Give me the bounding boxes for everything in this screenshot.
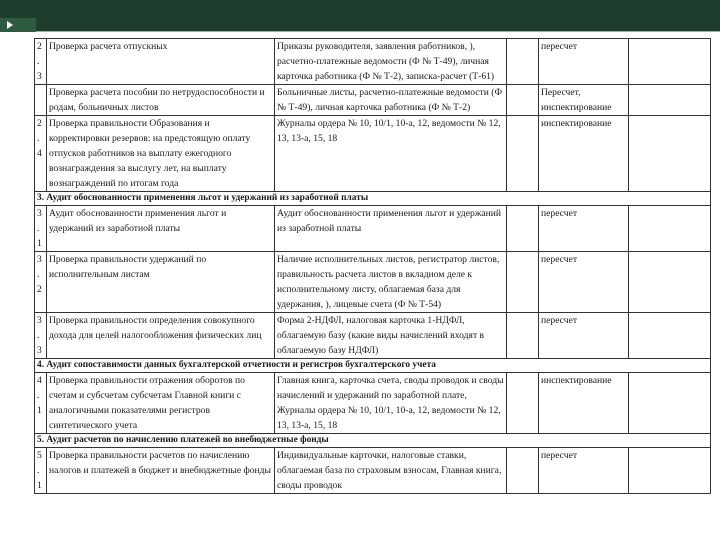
table-row (35, 252, 711, 313)
triangle-marker-icon (7, 21, 13, 29)
row-number: 2. 3 (35, 39, 47, 85)
procedure-cell: Проверка расчета пособии по нетрудоспособности и родам, больничных листов (47, 85, 275, 116)
section-header-row (35, 434, 711, 448)
source-documents-cell: Журналы ордера № 10, 10/1, 10-а, 12, ведомости № 12, 13, 13-а, 15, 18 (275, 116, 507, 192)
audit-program-table (34, 38, 711, 494)
row-number: 3. 3 (35, 313, 47, 359)
procedure-cell: Аудит обоснованности применения льгот и удержаний из заработной платы (47, 206, 275, 252)
slide-header-bar (0, 0, 720, 32)
result-cell (629, 85, 711, 116)
source-documents-cell: Индивидуальные карточки, налоговые ставки, облагаемая база по страховым взносам, Главная книга, своды проводок (275, 448, 507, 494)
spacer-cell (507, 39, 539, 85)
audit-method-cell: Пересчет, инспектирование (539, 85, 629, 116)
audit-method-cell: пересчет (539, 448, 629, 494)
audit-method-cell: пересчет (539, 252, 629, 313)
audit-method-cell: инспектирование (539, 373, 629, 434)
result-cell (629, 373, 711, 434)
header-divider (36, 31, 720, 32)
result-cell (629, 39, 711, 85)
row-number (35, 85, 47, 116)
procedure-cell: Проверка правильности расчетов по начислению налогов и платежей в бюджет и внебюджетные фонды (47, 448, 275, 494)
table-row (35, 313, 711, 359)
audit-method-cell: пересчет (539, 39, 629, 85)
result-cell (629, 116, 711, 192)
audit-table-body (35, 39, 711, 494)
spacer-cell (507, 116, 539, 192)
spacer-cell (507, 206, 539, 252)
result-cell (629, 252, 711, 313)
row-number: 2. 4 (35, 116, 47, 192)
procedure-cell: Проверка расчета отпускных (47, 39, 275, 85)
source-documents-cell: Приказы руководителя, заявления работников, ), расчетно-платежные ведомости (Ф № Т-49), личная карточка работника (Ф № Т-2), записка-расчет (Т-61) (275, 39, 507, 85)
spacer-cell (507, 313, 539, 359)
row-number: 4. 1 (35, 373, 47, 434)
source-documents-cell: Аудит обоснованности применения льгот и удержаний из заработной платы (275, 206, 507, 252)
source-documents-cell: Главная книга, карточка счета, своды проводок и своды начислений и удержаний по заработной плате, Журналы ордера № 10, 10/1, 10-а, 12, ведомости № 12, 13, 13-а, 15, 18 (275, 373, 507, 434)
spacer-cell (507, 448, 539, 494)
source-documents-cell: Наличие исполнительных листов, регистратор листов, правильность расчета листов в вкладном деле к исполнительному листу, облагаемая база для удержания, ), лицевые счета (Ф № Т-54) (275, 252, 507, 313)
section-title: 5. Аудит расчетов по начислению платежей во внебюджетные фонды (35, 434, 711, 448)
table-row (35, 116, 711, 192)
result-cell (629, 206, 711, 252)
row-number: 3. 1 (35, 206, 47, 252)
source-documents-cell: Больничные листы, расчетно-платежные ведомости (Ф № Т-49), личная карточка работника (Ф № Т-2) (275, 85, 507, 116)
section-header-row (35, 192, 711, 206)
section-title: 4. Аудит сопоставимости данных бухгалтерской отчетности и регистров бухгалтерского учета (35, 359, 711, 373)
audit-method-cell: пересчет (539, 206, 629, 252)
procedure-cell: Проверка правильности Образования и корректировки резервов: на предстоящую оплату отпусков работников на выплату ежегодного вознаграждения за выслугу лет, на выплату вознаграждений по итогам года (47, 116, 275, 192)
table-row (35, 373, 711, 434)
spacer-cell (507, 85, 539, 116)
procedure-cell: Проверка правильности отражения оборотов по счетам и субсчетам субсчетам Главной книги с аналогичными показателями регистров синтетического учета (47, 373, 275, 434)
table-row (35, 85, 711, 116)
row-number: 5. 1 (35, 448, 47, 494)
header-accent-block (0, 18, 36, 32)
row-number: 3. 2 (35, 252, 47, 313)
source-documents-cell: Форма 2-НДФЛ, налоговая карточка 1-НДФЛ, облагаемую базу (какие виды начислений входят в облагаемую базу НДФЛ) (275, 313, 507, 359)
procedure-cell: Проверка правильности удержаний по исполнительным листам (47, 252, 275, 313)
audit-method-cell: инспектирование (539, 116, 629, 192)
spacer-cell (507, 373, 539, 434)
spacer-cell (507, 252, 539, 313)
table-row (35, 448, 711, 494)
result-cell (629, 448, 711, 494)
table-row (35, 39, 711, 85)
result-cell (629, 313, 711, 359)
table-row (35, 206, 711, 252)
audit-method-cell: пересчет (539, 313, 629, 359)
section-header-row (35, 359, 711, 373)
procedure-cell: Проверка правильности определения совокупного дохода для целей налогообложения физических лиц (47, 313, 275, 359)
section-title: 3. Аудит обоснованности применения льгот и удержаний из заработной платы (35, 192, 711, 206)
